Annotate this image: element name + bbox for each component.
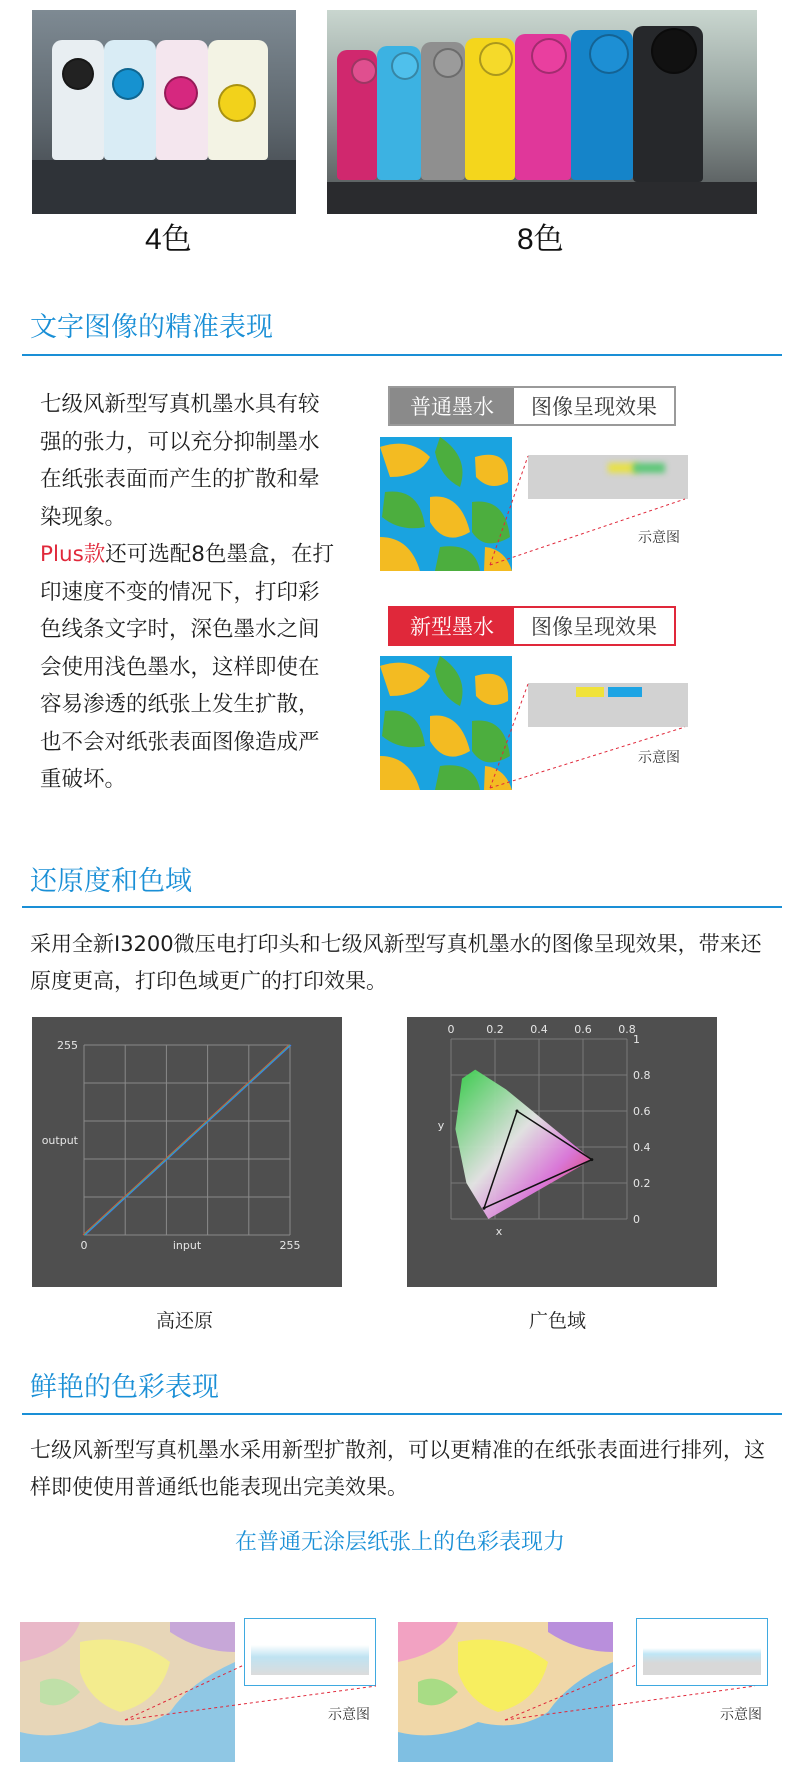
section1-para1: 七级风新型写真机墨水具有较强的张力，可以充分抑制墨水在纸张表面而产生的扩散和晕染现象。 (40, 392, 320, 530)
tab-new-ink (388, 606, 676, 646)
tab-normal-ink-label: 普通墨水 (390, 388, 514, 424)
photo-8-color-ink (327, 10, 757, 214)
spectral-locus (455, 1070, 591, 1219)
y-tick-label: 255 (57, 1039, 78, 1052)
section1-description (40, 386, 340, 799)
section-divider (22, 354, 782, 356)
pointer-lines-2 (480, 683, 690, 793)
x-tick-label: 0.2 (486, 1023, 504, 1036)
section3-subtitle: 在普通无涂层纸张上的色彩表现力 (234, 1530, 565, 1555)
x-tick-label: 0.4 (530, 1023, 548, 1036)
gamut-vertex (483, 1207, 486, 1210)
x-tick-label: 0 (447, 1023, 455, 1036)
x-tick-label: 0.8 (618, 1023, 636, 1036)
section-divider (22, 1413, 782, 1415)
section-title-gamut: 还原度和色域 (30, 866, 192, 897)
y-tick-label: 0.4 (633, 1141, 651, 1154)
x-tick-label: 255 (279, 1239, 301, 1252)
x-axis-label: input (172, 1239, 202, 1252)
caption-normal-ink: 示意图 (638, 530, 680, 546)
cap-2 (391, 52, 419, 80)
x-axis-label: x (495, 1225, 503, 1238)
y-tick-label: 1 (633, 1033, 640, 1046)
cap-6 (589, 34, 629, 74)
y-axis-label: output (41, 1134, 78, 1147)
caption-map-left: 示意图 (328, 1707, 370, 1723)
chart-color-gamut (407, 1017, 717, 1287)
cap-4 (479, 42, 513, 76)
cap-magenta (164, 76, 198, 110)
tone-curve-line (84, 1045, 290, 1235)
section-divider (22, 906, 782, 908)
photo-4-color-ink (32, 10, 296, 214)
tab-normal-ink-effect: 图像呈现效果 (531, 395, 657, 419)
y-tick-label: 0.8 (633, 1069, 651, 1082)
printer-body (32, 160, 296, 214)
cap-black (62, 58, 94, 90)
chart-tone-curve (32, 1017, 342, 1287)
gamut-vertex (590, 1158, 593, 1161)
cap-yellow (218, 84, 256, 122)
pointer-lines-1 (480, 455, 690, 575)
caption-8-color: 8色 (517, 223, 564, 256)
bottle-cyan (104, 40, 156, 160)
printer-tray (327, 182, 757, 214)
tab-normal-ink (388, 386, 676, 426)
x-tick-label: 0.6 (574, 1023, 592, 1036)
cap-cyan (112, 68, 144, 100)
plus-model-label: Plus款 (40, 542, 106, 567)
caption-map-right: 示意图 (720, 1707, 762, 1723)
section1-para2: 还可选配8色墨盒，在打印速度不变的情况下，打印彩色线条文字时，深色墨水之间会使用浅色墨水，这样即使在容易渗透的纸张上发生扩散，也不会对纸张表面图像造成严重破坏。 (40, 542, 334, 792)
cap-5 (531, 38, 567, 74)
cap-7 (651, 28, 697, 74)
tab-new-ink-effect: 图像呈现效果 (531, 615, 657, 639)
tab-new-ink-label: 新型墨水 (390, 608, 514, 644)
pointer-lines-map-right (500, 1660, 760, 1740)
gamut-vertex (516, 1110, 519, 1113)
caption-new-ink: 示意图 (638, 750, 680, 766)
chart-tone-curve-label: 高还原 (156, 1310, 214, 1332)
y-tick-label: 0.6 (633, 1105, 651, 1118)
section2-description: 采用全新I3200微压电打印头和七级风新型写真机墨水的图像呈现效果，带来还原度更高，打印色域更广的打印效果。 (30, 932, 762, 993)
section3-description: 七级风新型写真机墨水采用新型扩散剂，可以更精准的在纸张表面进行排列，这样即使使用普通纸也能表现出完美效果。 (30, 1438, 765, 1499)
section-title-vivid-color: 鲜艳的色彩表现 (30, 1372, 219, 1403)
pointer-lines-map-left (120, 1660, 380, 1740)
tone-curve-line (85, 1045, 291, 1235)
caption-4-color: 4色 (145, 223, 192, 256)
section-title-text-image: 文字图像的精准表现 (30, 312, 273, 343)
cap-3 (433, 48, 463, 78)
x-tick-label: 0 (80, 1239, 88, 1252)
tone-curve-line (83, 1045, 289, 1235)
y-tick-label: 0 (633, 1213, 640, 1226)
y-axis-label: y (437, 1119, 445, 1132)
cap-1 (351, 58, 377, 84)
y-tick-label: 0.2 (633, 1177, 651, 1190)
chart-color-gamut-label: 广色域 (529, 1310, 587, 1332)
